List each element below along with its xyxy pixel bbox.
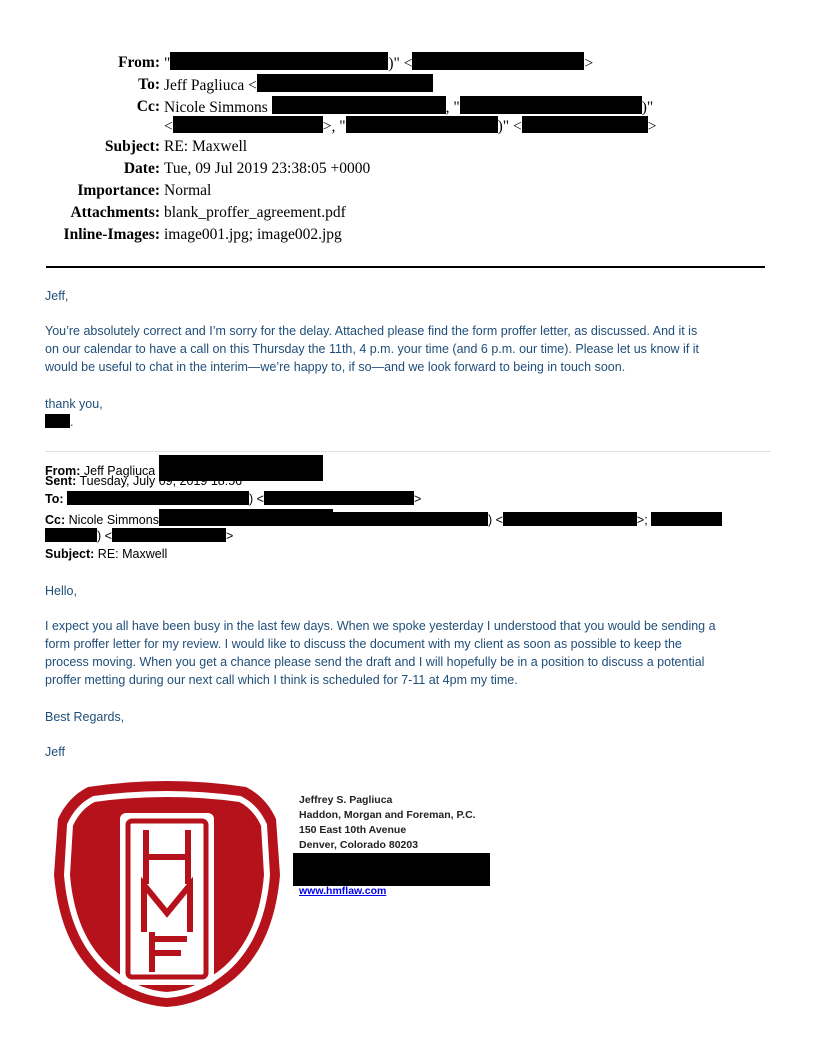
quoted-to-mid: ) <	[249, 492, 264, 506]
inline-images-label: Inline-Images:	[63, 226, 160, 243]
redaction-block	[522, 116, 648, 133]
header-inline-images-row	[0, 224, 816, 246]
quoted-to-row	[45, 490, 421, 508]
cc-value-2	[164, 116, 656, 138]
header-divider	[46, 266, 765, 268]
quoted-cc2-close: >	[225, 529, 234, 543]
signature-firm: Haddon, Morgan and Foreman, P.C.	[299, 809, 476, 821]
redaction-block	[159, 509, 333, 526]
original-paragraph	[45, 617, 775, 689]
cc2-mid2: )" <	[497, 118, 522, 135]
redaction-block	[412, 52, 584, 70]
email-header	[0, 0, 816, 270]
redaction-block	[173, 116, 323, 133]
from-mid: )" <	[388, 55, 413, 72]
reply-line: You’re absolutely correct and I’m sorry for the delay. Attached please find the form proffer letter, as discussed. And it is	[45, 324, 698, 338]
quoted-cc-value: Nicole Simmons	[68, 513, 159, 527]
redaction-block	[45, 528, 97, 542]
to-value	[164, 74, 433, 97]
quoted-separator	[45, 451, 771, 452]
from-value	[164, 52, 593, 75]
hmf-logo	[54, 779, 280, 1009]
original-greeting: Hello,	[45, 584, 77, 598]
cc2-mid: >, "	[322, 118, 346, 135]
original-line: form proffer letter for my review. I would like to discuss the document with my client as soon as possible to keep the	[45, 637, 682, 651]
from-label: From:	[118, 54, 160, 71]
redaction-block	[346, 116, 498, 133]
cc-label: Cc:	[136, 98, 160, 115]
redaction-block	[333, 512, 488, 526]
quoted-from-value: Jeff Pagliuca	[83, 464, 156, 478]
from-quote: "	[164, 55, 171, 72]
quoted-cc2-mid: ) <	[97, 529, 112, 543]
original-signoff: Jeff	[45, 745, 65, 759]
original-line: process moving. When you get a chance please send the draft and I will hopefully be in a position to discuss a potential	[45, 655, 705, 669]
signature-name: Jeffrey S. Pagliuca	[299, 794, 393, 806]
header-from-row	[0, 52, 816, 74]
quoted-cc-row	[45, 509, 722, 527]
redaction-block	[264, 491, 414, 505]
redaction-block	[272, 96, 446, 114]
original-line: I expect you all have been busy in the last few days. When we spoke yesterday I understood that you would be sending a	[45, 619, 716, 633]
importance-label: Importance:	[77, 182, 160, 199]
header-date-row	[0, 158, 816, 180]
reply-closing: thank you,	[45, 397, 103, 411]
original-closing: Best Regards,	[45, 710, 125, 724]
subject-value: RE: Maxwell	[164, 138, 248, 155]
quoted-sent-label: Sent:	[45, 474, 77, 488]
quoted-cc-mid: ) <	[487, 513, 503, 527]
from-close: >	[584, 55, 594, 72]
reply-signoff	[45, 413, 775, 431]
date-value: Tue, 09 Jul 2019 23:38:05 +0000	[164, 160, 371, 177]
attachment-link[interactable]: blank_proffer_agreement.pdf	[164, 204, 346, 221]
quoted-from-label: From:	[45, 464, 81, 478]
date-label: Date:	[123, 160, 160, 177]
header-to-row	[0, 74, 816, 96]
quoted-cc-label: Cc:	[45, 513, 66, 527]
quoted-sent-value: Tuesday, July 09, 2019 18:56	[79, 474, 243, 488]
header-subject-row	[0, 136, 816, 158]
to-label: To:	[138, 76, 160, 93]
header-importance-row	[0, 180, 816, 202]
reply-greeting: Jeff,	[45, 289, 69, 303]
redaction-block	[293, 853, 490, 886]
reply-paragraph	[45, 322, 775, 376]
attachments-label: Attachments:	[70, 204, 160, 221]
redaction-block	[651, 512, 722, 526]
redaction-block	[170, 52, 388, 70]
redaction-block	[112, 528, 226, 542]
cc2-open: <	[164, 118, 173, 135]
redaction-block	[45, 414, 70, 428]
quoted-cc-sep: >;	[636, 513, 648, 527]
inline-images-value: image001.jpg; image002.jpg	[164, 226, 342, 243]
to-name: Jeff Pagliuca <	[164, 77, 257, 94]
quoted-to-label: To:	[45, 492, 64, 506]
quoted-cc-row-2	[45, 527, 233, 545]
header-cc-row	[0, 96, 816, 118]
quoted-subject-value: RE: Maxwell	[97, 547, 168, 561]
importance-value: Normal	[164, 182, 212, 199]
quoted-sent-row	[45, 472, 242, 490]
quoted-subject-label: Subject:	[45, 547, 95, 561]
reply-line: would be useful to chat in the interim—we’re happy to, if so—and we look forward to being in touch soon.	[45, 360, 626, 374]
website-link[interactable]: www.hmflaw.com	[299, 885, 387, 897]
redaction-block	[503, 512, 637, 526]
cc-comma: ,	[445, 99, 450, 116]
reply-line: on our calendar to have a call on this Thursday the 11th, 4 p.m. your time (and 6 p.m. our time). Please let us know if it	[45, 342, 700, 356]
redaction-block	[257, 74, 433, 92]
cc-quote: "	[453, 99, 460, 116]
redaction-block	[460, 96, 642, 114]
signature-city: Denver, Colorado 80203	[299, 839, 419, 851]
signoff-dot: .	[70, 415, 74, 429]
quoted-to-close: >	[413, 492, 422, 506]
header-cc-row-2	[0, 116, 816, 138]
quoted-subject-row	[45, 545, 167, 563]
cc-name: Nicole Simmons	[164, 99, 268, 116]
cc2-close: >	[647, 118, 657, 135]
original-line: proffer metting during our next call which I think is scheduled for 7-11 at 4pm my time.	[45, 673, 518, 687]
cc-tail: )"	[641, 99, 654, 116]
header-attachments-row	[0, 202, 816, 224]
quoted-from-row	[45, 455, 323, 478]
subject-label: Subject:	[104, 138, 160, 155]
redaction-block	[67, 491, 249, 505]
signature-street: 150 East 10th Avenue	[299, 824, 407, 836]
